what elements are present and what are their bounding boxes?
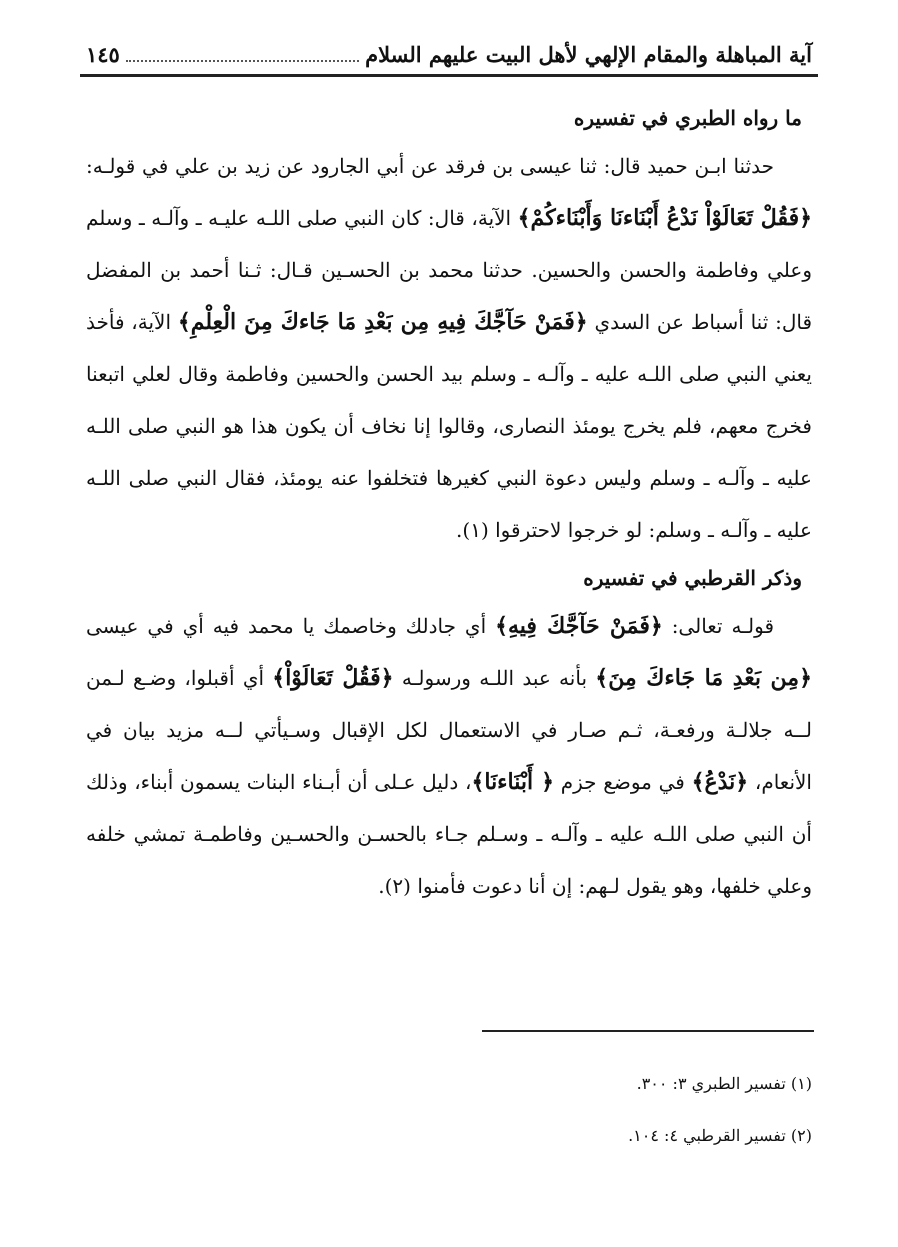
section-heading-tabari: ما رواه الطبري في تفسيره bbox=[573, 106, 802, 130]
header-rule bbox=[80, 74, 818, 77]
paragraph-tabari bbox=[86, 140, 812, 556]
text-run: أي أقبلوا، وضـع لـمن لــه جلالـة ورفعـة، ثـم صـار في الاستعمال لكل الإقبال وسـيأتي لــه مزيد بيان في الأنعام، bbox=[86, 666, 812, 794]
footnote-separator bbox=[482, 1030, 814, 1032]
quran-verse: ﴿فَقُلْ تَعَالَوْاْ﴾ bbox=[272, 665, 394, 691]
text-run: قولـه تعالى: bbox=[662, 614, 775, 638]
quran-verse: ﴿فَقُلْ تَعَالَوْاْ نَدْعُ أَبْنَاءنَا وَأَبْنَاءكُمْ﴾ bbox=[517, 205, 812, 231]
text-run: حدثنا ابـن حميد قال: ثنا عيسى بن فرقد عن أبي الجارود عن زيد بن علي في قولـه: bbox=[86, 154, 774, 178]
footnote-1: (١) تفسير الطبري ٣: ٣٠٠. bbox=[636, 1074, 812, 1093]
quran-verse: ﴿نَدْعُ﴾ bbox=[691, 769, 749, 795]
running-header bbox=[86, 30, 812, 70]
quran-verse: ﴿ أَبْنَاءنَا﴾ bbox=[471, 769, 555, 795]
text-run: الآية، فأخذ يعني النبي صلى اللـه عليه ـ وآلـه ـ وسلم بيد الحسن والحسين وفاطمة وقال لعلي اتبعنا فخرج معهم، فلم يخرج يومئذ النصارى، وقالوا إنا نخاف أن يكون هذا هو النبي صلى اللـه عليه ـ وآلـه ـ وسلم وليس دعوة النبي كغيرها فتخلفوا عنه يومئذ، فقال النبي صلى اللـه عليه ـ وآلـه ـ وسلم: لو خرجوا لاحترقوا (١). bbox=[86, 310, 812, 542]
quran-verse: ﴿مِن بَعْدِ مَا جَاءكَ مِنَ﴾ bbox=[595, 665, 812, 691]
text-run: ، دليل عـلى أن أبـناء البنات يسمون أبناء، وذلك أن النبي صلى اللـه عليه ـ وآلـه ـ وسـلم جـاء بالحسـن والحسـين وفاطمـة تمشي خلفه وعلي خلفها، وهو يقول لـهم: إن أنا دعوت فأمنوا (٢). bbox=[86, 770, 812, 898]
running-header-title: آية المباهلة والمقام الإلهي لأهل البيت عليهم السلام bbox=[365, 42, 812, 67]
paragraph-qurtubi bbox=[86, 600, 812, 912]
text-run: بأنه عبد اللـه ورسولـه bbox=[393, 666, 596, 690]
page-number: ١٤٥ bbox=[86, 42, 120, 67]
dotted-leader bbox=[126, 59, 359, 62]
quran-verse: ﴿فَمَنْ حَآجَّكَ فِيهِ مِن بَعْدِ مَا جَاءكَ مِنَ الْعِلْمِ﴾ bbox=[177, 309, 588, 335]
quran-verse: ﴿فَمَنْ حَآجَّكَ فِيهِ﴾ bbox=[495, 613, 663, 639]
text-run: أي جادلك وخاصمك يا محمد فيه أي في عيسى bbox=[86, 614, 496, 638]
footnote-2: (٢) تفسير القرطبي ٤: ١٠٤. bbox=[628, 1126, 812, 1145]
text-run: في موضع جزم bbox=[554, 770, 692, 794]
main-content bbox=[86, 96, 812, 912]
section-heading-qurtubi: وذكر القرطبي في تفسيره bbox=[583, 566, 802, 590]
text-run: الآية، قال: كان النبي صلى اللـه عليـه ـ وآلـه ـ وسلم وعلي وفاطمة والحسن والحسين. حدثنا محمد بن الحسـين قـال: ثـنا أحمد بن المفضل قال: ثنا أسباط عن السدي bbox=[86, 206, 813, 334]
footnotes bbox=[86, 1058, 812, 1162]
